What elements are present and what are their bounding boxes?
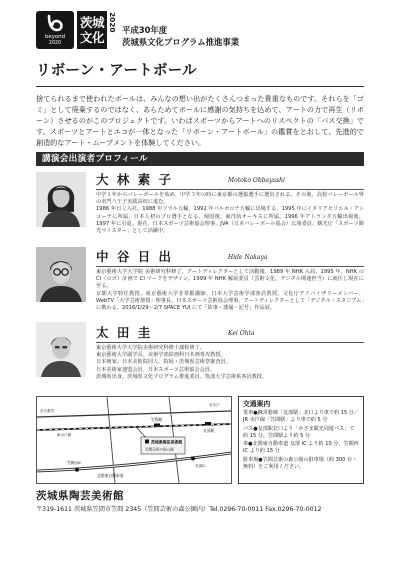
profile-romaji-1: Motoko Obbayashi: [228, 177, 285, 184]
profiles-heading: 講演会出演者プロフィール: [36, 152, 364, 166]
portrait-image: [36, 172, 86, 227]
portrait-image: [36, 322, 86, 377]
map-label-highway: 北関東自動車道: [97, 473, 124, 478]
map-label-ic-tomobe: 友部IC: [195, 464, 206, 468]
bio-line: 東京藝術大学大学院美術研究科修士課程修了。: [96, 345, 205, 351]
venue-address: 〒319-1611 茨城県笠間市笠間 2345（笠間芸術の森公園内）Tel.0296-70-0011 Fax.0296-70-0012: [36, 506, 322, 513]
profile-bio-3: [96, 345, 364, 381]
brand-year: 2020: [108, 12, 117, 33]
project-title: リボーン・アートボール: [36, 63, 197, 79]
brand-top: 茨城: [79, 15, 104, 30]
map-label-station-tomobe: 友部駅: [203, 428, 215, 433]
map-road: [37, 411, 231, 417]
map-label-to-utsunomiya: 至宇都宮: [40, 409, 55, 413]
map-station-kasama: [154, 424, 160, 427]
access-item-train: 電車●JR常磐線「友部駅」北口より車で約 15 分／JR 水戸線「笠間駅」より車で約 5 分: [243, 410, 359, 424]
ibaraki-bunka-brand: [77, 11, 107, 49]
bio-line: 日本美術家連盟会員、日本スポーツ芸術協会会員。: [96, 366, 216, 373]
title-divider: [36, 86, 364, 87]
map-museum-marker: [145, 440, 149, 444]
access-heading: 交通案内: [243, 400, 271, 408]
access-info-box: [238, 396, 364, 484]
access-map: [36, 396, 232, 484]
beyond-symbol-icon: [45, 14, 65, 33]
beyond-2020-logo: [36, 11, 74, 49]
logo-word: beyond: [44, 34, 66, 40]
map-ic-tomobe: [191, 457, 195, 461]
profile-photo-2: [36, 247, 86, 302]
bio-paragraph: 1986 年日立入社。1988 年ソウル五輪、1992 年バルセロナ五輪に出場する。1995 年にイタリアセリエＡ・アンコーナに所属、日本人初のプロ選手となる。帰国後、東洋紡オーキスに所属。1996 年アトランタ五輪出場後、1997 年に引退。現在、日本スポーツ芸術協会理事、JVA（日本バレーボール協会）広報委員、観光庁「スポーツ観光マイスター」として活躍中。: [96, 206, 364, 235]
profile-photo-1: [36, 172, 86, 227]
map-label-railway: JR水戸線: [57, 433, 72, 437]
brand-bottom: 文化: [79, 30, 104, 45]
profile-photo-3: [36, 322, 86, 377]
profile-bio-2: [96, 269, 364, 312]
profile-name-3: 太 田 圭: [96, 325, 153, 340]
bio-paragraph: 中学１年からバレーボールを始め、中学３年の時に東京都の選抜選手に選出される。その後、高校バレーボール界の名門八王子実践高校に進む。: [96, 192, 364, 206]
access-item-car: 車●北関東自動車道 友部 IC より約 10 分、笠間西 IC より約 15 分: [243, 441, 359, 455]
bio-line: 東京藝術大学副学長、美術学部絵画科日本画専攻教授。: [96, 352, 226, 359]
map-label-park: 笠間芸術の森公園: [145, 447, 174, 452]
portrait-image: [36, 247, 86, 302]
profile-divider-3: [96, 342, 364, 343]
profile-romaji-3: Kei Ohta: [228, 330, 255, 337]
logo-year: 2020: [48, 41, 62, 46]
map-road: [107, 397, 115, 483]
profile-name-1: 大 林 素 子: [96, 172, 174, 187]
map-ic-kasama-nishi: [75, 468, 79, 472]
bio-paragraph: 東京藝術大学大学院 美術研究科修了。アートディレクターとして活動後、1989 年 NHK 入局。1995 年、NHK の CI（ロゴ）計画で CI マークをデザイン。1999 年 NHK 解説委員（芸術文化、デジタル関連担当）に就任し現在に至る。: [96, 269, 364, 290]
program-name: 茨城県文化プログラム推進事業: [122, 37, 240, 47]
venue-name: 茨城県陶芸美術館: [36, 490, 124, 502]
profile-divider-2: [96, 266, 364, 267]
access-item-bus: バス●友部駅北口より「かさま観光周遊バス」で約 15 分、笠間駅より約 5 分: [243, 425, 355, 439]
profile-romaji-2: Hide Nakaya: [228, 254, 268, 261]
profile-name-2: 中 谷 日 出: [96, 249, 174, 264]
map-station-tomobe: [205, 422, 211, 425]
fiscal-year: 平成30年度: [122, 25, 168, 35]
map-label-to-mito: 至水戸: [209, 403, 220, 407]
profile-divider-1: [96, 189, 364, 190]
map-drawing: [37, 397, 231, 483]
map-label-station-kasama: 笠間駅: [151, 417, 163, 422]
access-item-parking: 駐車場●笠間芸術の森公園の駐車場（約 300 台・無料）をご利用ください。: [243, 456, 358, 471]
map-label-museum: 茨城県陶芸美術館: [151, 439, 183, 445]
project-description: 捨てられるまで使われたボールは、みんなの想い出がたくさんつまった貴重なものです。それらを「ゴミ」として廃棄するのではなく、あらためてボールに感謝の気持ちを込めて、アートの力で再生（リボーン）させるのがこのプロジェクトです。いわばスポーツからアートへのリスペクトの「パス交換」です。スポーツとアートとエコが一体となった「リボーン・アートボール」の鑑賞をとおして、先進的で創造的なアート・ムーブメントを体験してください。: [36, 94, 364, 147]
map-label-ic-kasama-nishi: 笠間西IC: [67, 461, 82, 465]
bio-line: 茨城県出身。茨城県文化プログラム推進委員、筑波大学芸術系客員教授。: [96, 373, 268, 380]
profile-bio-1: [96, 192, 364, 235]
bio-line: 日本画家。日本美術院同人、院展・茨城県芸術祭審査員。: [96, 359, 231, 366]
bio-paragraph: 京都大学特任教授、東京藝術大学非常勤講師、日本大学芸術学部客員教授。文化庁アドバイザリーメンバー、WebTV「大学芸術楽授」理事長。日本スポーツ芸術協会理事。アートディレクターとして「デジタル・スタジアム」に携わる。2016/1/29〜2/7 SPACE YUI にて「故事・漆俑・記号」作品展。: [96, 290, 364, 312]
